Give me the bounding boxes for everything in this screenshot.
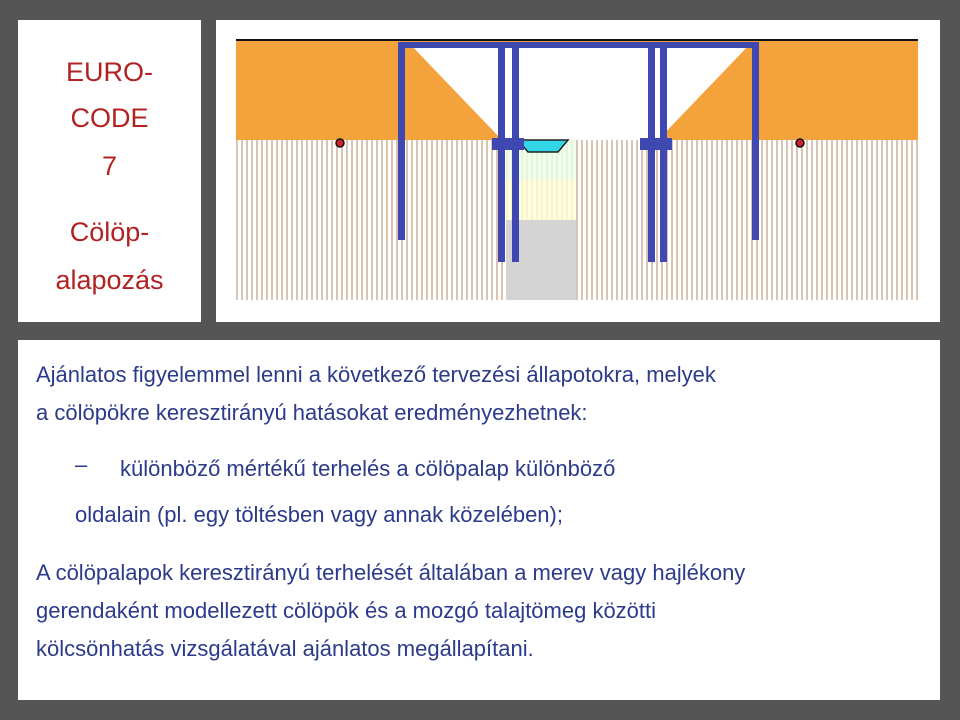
diagram-svg <box>216 20 940 322</box>
bullet-line-2: oldalain (pl. egy töltésben vagy annak közelében); <box>75 502 563 527</box>
content-panel <box>18 340 940 700</box>
title-line-colop: Cölöp- <box>69 217 150 247</box>
title-line-alapozas: alapozás <box>55 265 164 295</box>
title-line-number: 7 <box>101 151 118 181</box>
pile-right-outer <box>752 42 759 240</box>
pile-left-2 <box>512 42 519 262</box>
pile-right-1 <box>648 42 655 262</box>
pile-foundation-diagram <box>216 20 940 322</box>
conclusion-line-2: gerendaként modellezett cölöpök és a mozgó talajtömeg közötti <box>36 598 657 623</box>
pile-cap-left <box>492 138 524 150</box>
pile-left-outer <box>398 42 405 240</box>
pile-right-2 <box>660 42 667 262</box>
title-panel <box>18 20 201 322</box>
conclusion-line-3: kölcsönhatás vizsgálatával ajánlatos megállapítani. <box>36 636 534 661</box>
title-line-euro: EURO- <box>66 57 153 87</box>
sheet-pile-wall-left <box>236 140 506 300</box>
intro-line-1: Ajánlatos figyelemmel lenni a következő tervezési állapotokra, melyek <box>36 362 716 387</box>
marker-left <box>336 139 344 147</box>
top-beam <box>398 42 759 48</box>
title-line-code: CODE <box>70 103 149 133</box>
marker-right <box>796 139 804 147</box>
bullet-line-1: különböző mértékű terhelés a cölöpalap különböző <box>120 456 616 481</box>
conclusion-line-1: A cölöpalapok keresztirányú terhelését általában a merev vagy hajlékony <box>36 560 746 585</box>
pile-left-1 <box>498 42 505 262</box>
pile-cap-right <box>640 138 672 150</box>
sheet-pile-wall-right <box>576 140 918 300</box>
bullet-dash: – <box>75 452 88 477</box>
intro-line-2: a cölöpökre keresztirányú hatásokat eredményezhetnek: <box>36 400 588 425</box>
